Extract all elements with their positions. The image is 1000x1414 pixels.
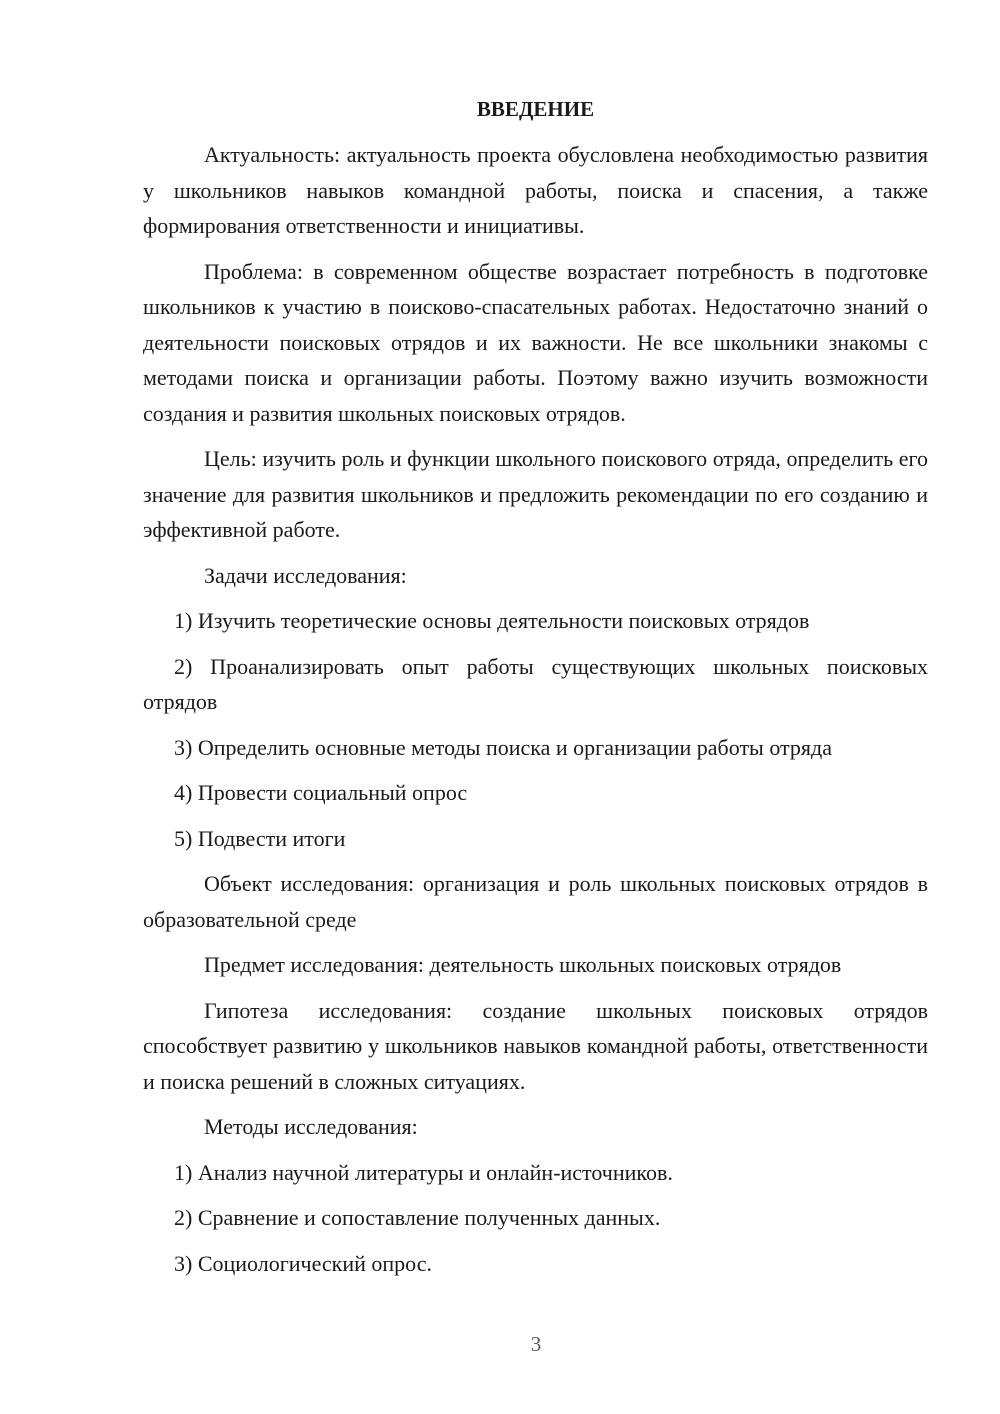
task-item: 2) Проанализировать опыт работы существующих школьных поисковых отрядов <box>143 653 928 714</box>
tasks-list <box>143 603 928 856</box>
problem-paragraph: Проблема: в современном обществе возрастает потребность в подготовке школьников к участию в поисково-спасательных работах. Недостаточно знаний о деятельности поисковых отрядов и их важности. Не все школьники знакомы с методами поиска и организации работы. Поэтому важно изучить возможности создания и развития школьных поисковых отрядов. <box>143 258 928 426</box>
hypothesis-paragraph: Гипотеза исследования: создание школьных поисковых отрядов способствует развитию у школьников навыков командной работы, ответственности и поиска решений в сложных ситуациях. <box>143 997 928 1094</box>
task-item: 5) Подвести итоги <box>174 825 346 851</box>
task-item: 3) Определить основные методы поиска и организации работы отряда <box>174 734 833 760</box>
document-page <box>143 92 928 1291</box>
relevance-paragraph: Актуальность: актуальность проекта обусловлена необходимостью развития у школьников навыков командной работы, поиска и спасения, а также формирования ответственности и инициативы. <box>143 142 928 238</box>
method-item: 3) Социологический опрос. <box>174 1250 432 1276</box>
methods-list <box>143 1155 928 1282</box>
task-item: 4) Провести социальный опрос <box>174 780 468 805</box>
subject-paragraph: Предмет исследования: деятельность школьных поисковых отрядов <box>204 952 842 977</box>
task-item: 1) Изучить теоретические основы деятельности поисковых отрядов <box>174 608 810 633</box>
object-paragraph: Объект исследования: организация и роль школьных поисковых отрядов в образовательной среде <box>143 871 928 932</box>
methods-heading: Методы исследования: <box>204 1114 418 1139</box>
page-number: 3 <box>530 1332 542 1356</box>
method-item: 1) Анализ научной литературы и онлайн-источников. <box>174 1159 673 1185</box>
tasks-heading: Задачи исследования: <box>204 562 407 588</box>
method-item: 2) Сравнение и сопоставление полученных данных. <box>174 1205 661 1230</box>
goal-paragraph: Цель: изучить роль и функции школьного поискового отряда, определить его значение для развития школьников и предложить рекомендации по его созданию и эффективной работе. <box>143 446 928 542</box>
section-title: ВВЕДЕНИЕ <box>476 97 595 121</box>
